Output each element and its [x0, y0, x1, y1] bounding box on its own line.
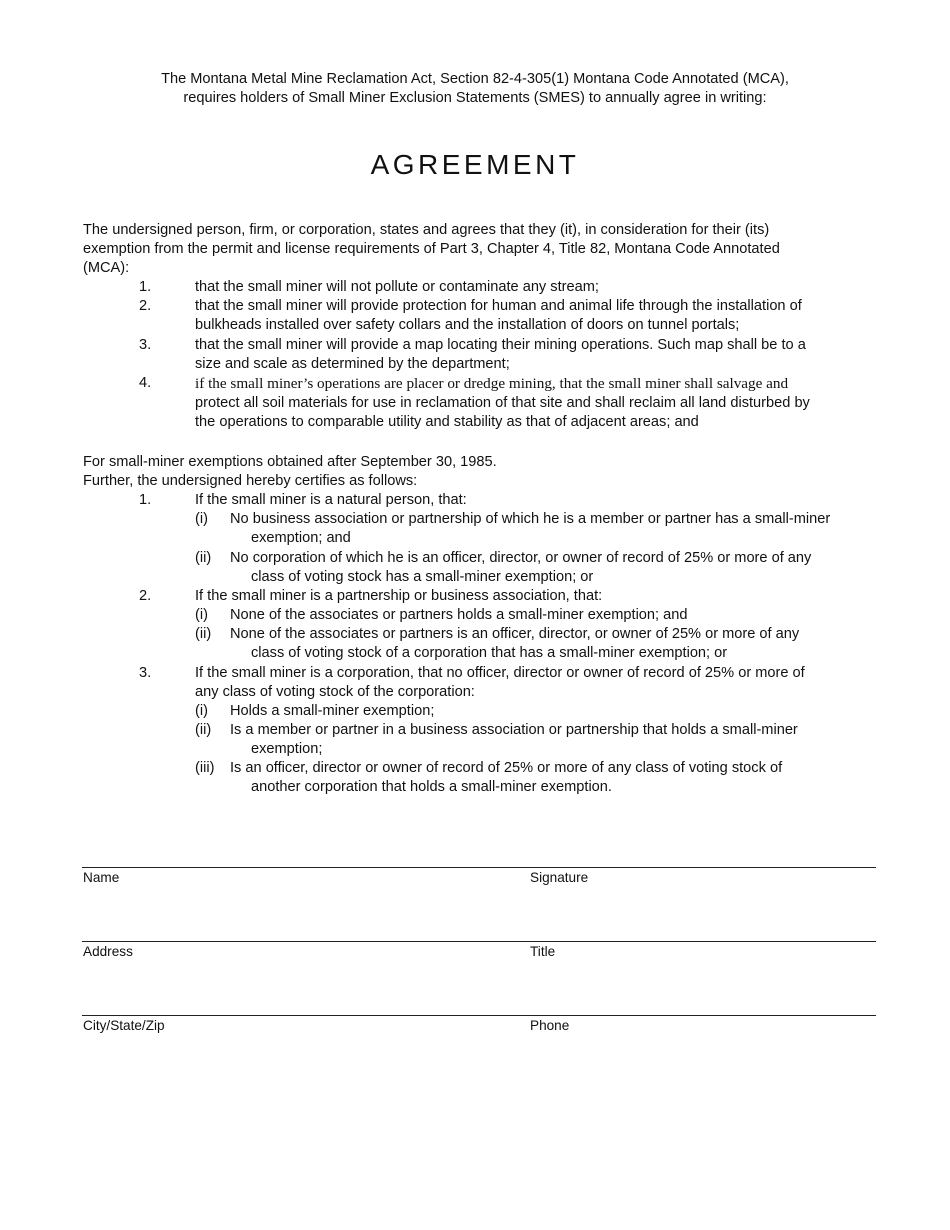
- page-title: AGREEMENT: [370, 149, 580, 180]
- name-field-label: Name: [83, 870, 120, 885]
- sub-item-text: No business association or partnership of which he is a member or partner has a small-miner: [230, 511, 831, 527]
- certification-text: If the small miner is a partnership or business association, that:: [195, 588, 603, 604]
- agreement-number: 2.: [139, 298, 152, 314]
- address-field-label: Address: [83, 944, 133, 959]
- title-field-label: Title: [530, 944, 556, 959]
- agreement-text: bulkheads installed over safety collars and the installation of doors on tunnel portals;: [195, 317, 740, 333]
- intro-line-2: exemption from the permit and license requirements of Part 3, Chapter 4, Title 82, Montana Code Annotated: [83, 241, 780, 257]
- exemptions-intro-line-2: Further, the undersigned hereby certifies as follows:: [83, 473, 418, 489]
- sub-item-label: (i): [195, 607, 208, 623]
- sub-item-label: (ii): [195, 550, 212, 566]
- signature-line[interactable]: [82, 867, 876, 868]
- sub-item-text: Is a member or partner in a business association or partnership that holds a small-miner: [230, 722, 798, 738]
- certification-text: any class of voting stock of the corporation:: [195, 684, 475, 700]
- sub-item-text: Holds a small-miner exemption;: [230, 703, 435, 719]
- agreement-number: 4.: [139, 375, 152, 391]
- sub-item-text: exemption;: [251, 741, 323, 757]
- header-line-1: The Montana Metal Mine Reclamation Act, Section 82-4-305(1) Montana Code Annotated (MCA),: [161, 71, 789, 87]
- sub-item-text: None of the associates or partners is an officer, director, or owner of 25% or more of any: [230, 626, 800, 642]
- sub-item-text: Is an officer, director or owner of record of 25% or more of any class of voting stock of: [230, 760, 783, 776]
- signature-field-label: Signature: [530, 870, 589, 885]
- agreement-text: protect all soil materials for use in reclamation of that site and shall reclaim all land disturbed by: [195, 395, 810, 411]
- sub-item-text: class of voting stock of a corporation that has a small-miner exemption; or: [251, 645, 728, 661]
- sub-item-text: No corporation of which he is an officer, director, or owner of record of 25% or more of any: [230, 550, 812, 566]
- certification-number: 2.: [139, 588, 152, 604]
- phone-field-label: Phone: [530, 1018, 570, 1033]
- intro-line-1: The undersigned person, firm, or corporation, states and agrees that they (it), in consideration for their (its): [83, 222, 770, 238]
- agreement-text: size and scale as determined by the department;: [195, 356, 510, 372]
- exemptions-intro-line-1: For small-miner exemptions obtained after September 30, 1985.: [83, 454, 497, 470]
- city-state-zip-field-label: City/State/Zip: [83, 1018, 165, 1033]
- agreement-text: the operations to comparable utility and stability as that of adjacent areas; and: [195, 414, 699, 430]
- sub-item-text: another corporation that holds a small-miner exemption.: [251, 779, 612, 795]
- sub-item-label: (i): [195, 703, 208, 719]
- certification-number: 1.: [139, 492, 152, 508]
- intro-line-3: (MCA):: [83, 260, 130, 276]
- agreement-text: that the small miner will not pollute or contaminate any stream;: [195, 279, 599, 295]
- agreement-text: that the small miner will provide protection for human and animal life through the installation of: [195, 298, 802, 314]
- signature-line[interactable]: [82, 941, 876, 942]
- signature-line[interactable]: [82, 1015, 876, 1016]
- agreement-number: 1.: [139, 279, 152, 295]
- header-line-2: requires holders of Small Miner Exclusion Statements (SMES) to annually agree in writing:: [183, 90, 767, 106]
- certification-number: 3.: [139, 665, 152, 681]
- sub-item-label: (i): [195, 511, 208, 527]
- sub-item-label: (iii): [195, 760, 215, 776]
- sub-item-label: (ii): [195, 626, 212, 642]
- sub-item-text: exemption; and: [251, 530, 351, 546]
- certification-text: If the small miner is a corporation, that no officer, director or owner of record of 25% or more of: [195, 665, 805, 681]
- agreement-number: 3.: [139, 337, 152, 353]
- sub-item-text: class of voting stock has a small-miner exemption; or: [251, 569, 594, 585]
- agreement-text: if the small miner’s operations are placer or dredge mining, that the small miner shall salvage and: [195, 375, 789, 392]
- agreement-text: that the small miner will provide a map locating their mining operations. Such map shall be to a: [195, 337, 806, 353]
- certification-text: If the small miner is a natural person, that:: [195, 492, 467, 508]
- sub-item-text: None of the associates or partners holds a small-miner exemption; and: [230, 607, 688, 623]
- sub-item-label: (ii): [195, 722, 212, 738]
